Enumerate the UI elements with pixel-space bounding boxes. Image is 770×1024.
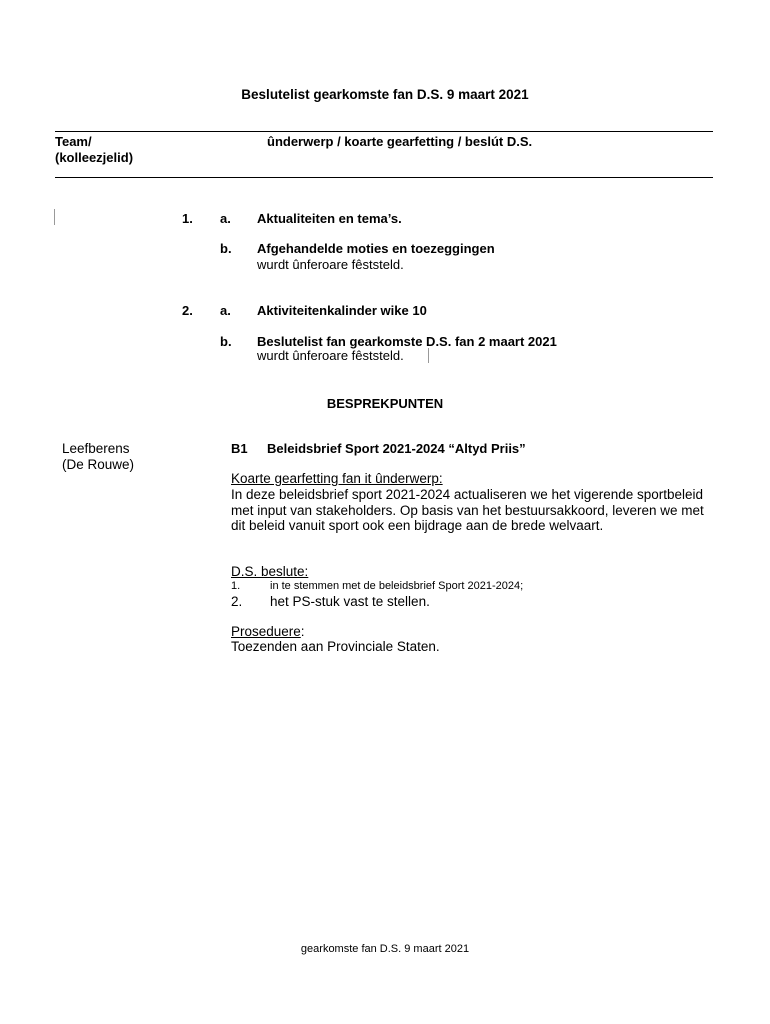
header-member-label: (kolleezjelid): [55, 150, 134, 165]
b1-team-member: (De Rouwe): [62, 457, 135, 472]
item-note: wurdt ûnferoare fêststeld.: [257, 257, 404, 272]
item-note: wurdt ûnferoare fêststeld.: [257, 348, 404, 363]
header-bottom-rule: [55, 177, 713, 178]
b1-procedure-label: [231, 624, 305, 639]
decision-number: 1.: [231, 580, 241, 592]
item-number: 1.: [182, 211, 193, 226]
document-title: Beslutelist gearkomste fan D.S. 9 maart 2021: [241, 87, 529, 102]
item-letter: a.: [220, 211, 231, 226]
b1-team-name: Leefberens: [62, 441, 130, 456]
text-cursor-mark: [54, 209, 55, 225]
item-heading: Beslutelist fan gearkomste D.S. fan 2 maart 2021: [257, 334, 557, 349]
b1-procedure-text: Toezenden aan Provinciale Staten.: [231, 639, 440, 654]
b1-heading: Beleidsbrief Sport 2021-2024 “Altyd Priis”: [267, 441, 526, 456]
procedure-label-colon: :: [300, 624, 305, 639]
item-letter: b.: [220, 334, 232, 349]
b1-decision-label: D.S. beslute:: [231, 564, 309, 579]
decision-text: in te stemmen met de beleidsbrief Sport 2021-2024;: [270, 580, 524, 592]
text-cursor-mark: [428, 348, 429, 363]
item-heading: Aktualiteiten en tema’s.: [257, 211, 402, 226]
decision-number: 2.: [231, 594, 243, 609]
header-top-rule: [55, 131, 713, 132]
page-footer: gearkomste fan D.S. 9 maart 2021: [300, 943, 470, 955]
item-letter: a.: [220, 303, 231, 318]
item-letter: b.: [220, 241, 232, 256]
item-heading: Aktiviteitenkalinder wike 10: [257, 303, 427, 318]
decision-text: het PS-stuk vast te stellen.: [270, 594, 430, 609]
b1-summary-label: Koarte gearfetting fan it ûnderwerp:: [231, 471, 443, 486]
item-heading: Afgehandelde moties en toezeggingen: [257, 241, 495, 256]
item-number: 2.: [182, 303, 193, 318]
section-heading: BESPREKPUNTEN: [326, 396, 444, 411]
header-team-label: Team/: [55, 134, 92, 149]
header-subject-label: ûnderwerp / koarte gearfetting / beslút D.S.: [267, 134, 533, 149]
procedure-label-text: Proseduere: [231, 624, 301, 639]
b1-code: B1: [231, 441, 248, 456]
b1-summary-text: In deze beleidsbrief sport 2021-2024 actualiseren we het vigerende sportbeleid met input van stakeholders. Op basis van het bestuursakkoord, leveren we met dit beleid vanuit sport ook een bijdrage aan de brede welvaart.: [231, 487, 704, 533]
